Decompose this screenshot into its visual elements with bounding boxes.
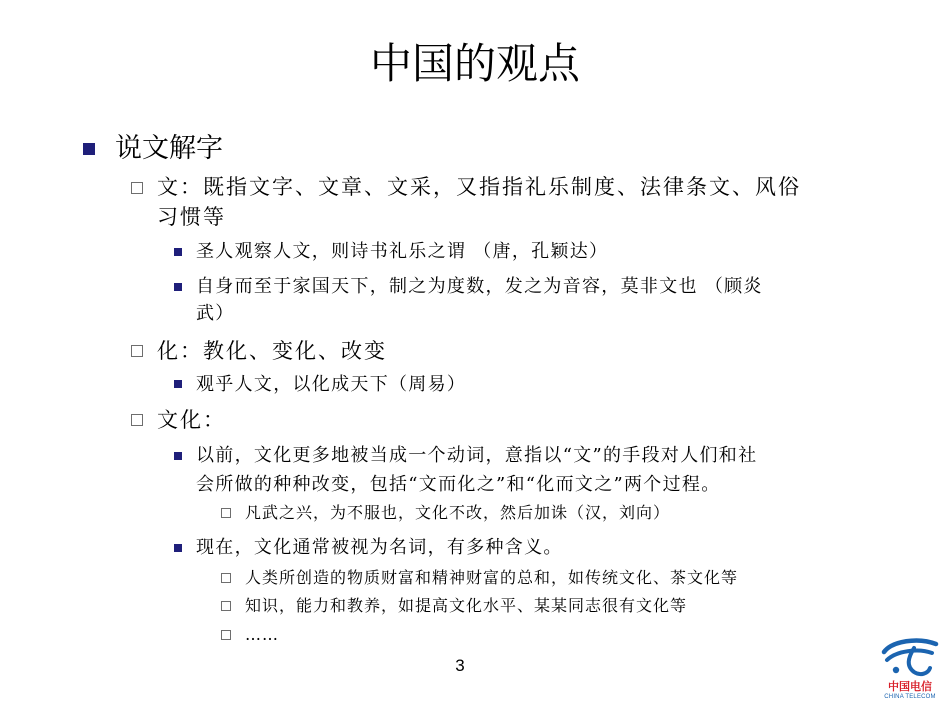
outline-heading: 说文解字: [115, 133, 223, 164]
hollow-square-bullet-icon: [131, 414, 143, 426]
wenhua-now-item: 人类所创造的物质财富和精神财富的总和，如传统文化、茶文化等: [245, 568, 739, 587]
hua-quote-zhouyi: 观乎人文，以化成天下（周易）: [196, 374, 467, 395]
wenhua-past-line2: 会所做的种种改变，包括“文而化之”和“化而文之”两个过程。: [196, 474, 721, 495]
china-telecom-logo: [874, 636, 946, 708]
square-bullet-icon: [83, 143, 95, 155]
wenhua-past-line1: 以前，文化更多地被当成一个动词，意指以“文”的手段对人们和社: [196, 445, 758, 466]
hollow-square-bullet-icon: [131, 182, 143, 194]
wen-definition-line2: 习惯等: [157, 205, 226, 229]
square-bullet-icon: [174, 452, 182, 460]
square-bullet-icon: [174, 544, 182, 552]
china-telecom-emblem-icon: [874, 636, 946, 680]
wen-quote-gu-line1: 自身而至于家国天下，制之为度数，发之为音容，莫非文也 （顾炎: [196, 276, 763, 297]
square-bullet-icon: [174, 283, 182, 291]
page-number: 3: [455, 656, 465, 675]
wen-quote-gu-line2: 武）: [196, 303, 235, 324]
wenhua-now-item: 知识，能力和教养，如提高文化水平、某某同志很有文化等: [245, 596, 688, 615]
hollow-square-bullet-icon: [131, 345, 143, 357]
logo-chinese-name: 中国电信: [888, 680, 932, 693]
hollow-square-bullet-icon: [221, 573, 231, 583]
hollow-square-bullet-icon: [221, 630, 231, 640]
wen-definition-line1: 文：既指文字、文章、文采，又指指礼乐制度、法律条文、风俗: [157, 175, 801, 199]
square-bullet-icon: [174, 380, 182, 388]
hollow-square-bullet-icon: [221, 601, 231, 611]
wenhua-now-line: 现在，文化通常被视为名词，有多种含义。: [196, 537, 563, 558]
wenhua-past-example: 凡武之兴，为不服也，文化不改，然后加诛（汉，刘向）: [245, 503, 671, 522]
logo-english-name: CHINA TELECOM: [884, 694, 936, 700]
wen-quote-kong: 圣人观察人文，则诗书礼乐之谓 （唐，孔颖达）: [196, 241, 609, 262]
hua-definition: 化：教化、变化、改变: [157, 339, 387, 363]
hollow-square-bullet-icon: [221, 508, 231, 518]
square-bullet-icon: [174, 248, 182, 256]
wenhua-now-item: ……: [245, 625, 279, 644]
slide-title: 中国的观点: [369, 39, 580, 88]
wenhua-heading: 文化：: [157, 408, 226, 432]
